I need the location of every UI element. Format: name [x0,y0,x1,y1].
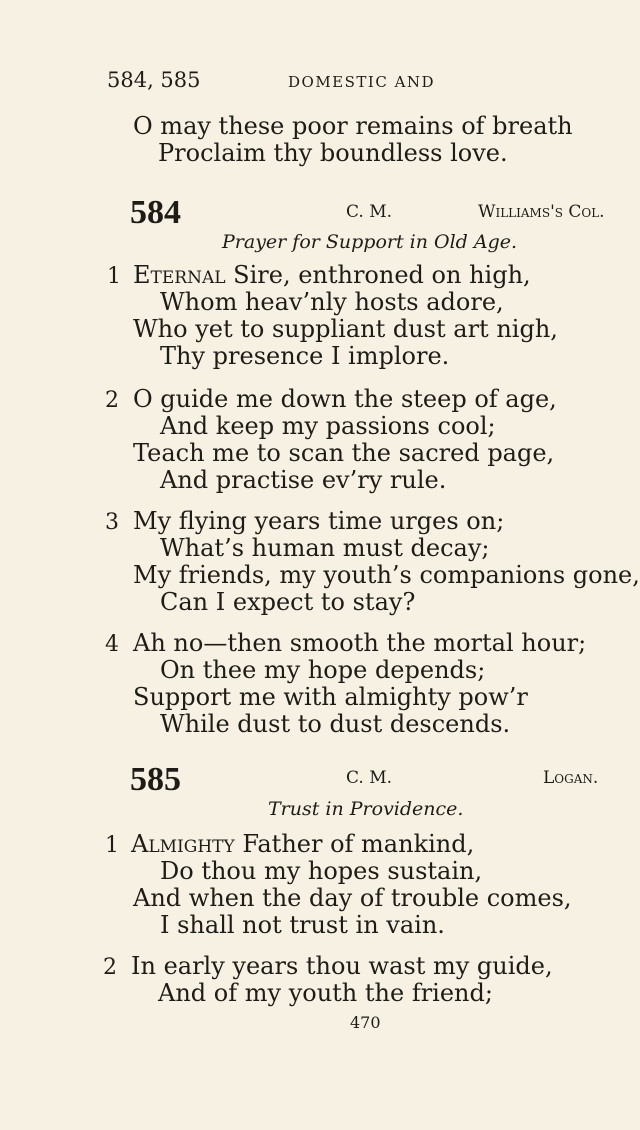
verse-number: 1 [105,833,119,858]
verse-line: Can I expect to stay? [160,588,416,616]
verse-line: While dust to dust descends. [160,710,511,738]
verse-number: 4 [105,632,119,657]
verse-line: Who yet to suppliant dust art nigh, [133,315,558,343]
continuation-line-2: Proclaim thy boundless love. [158,139,508,167]
verse-number: 1 [107,264,121,289]
verse-line: And of my youth the friend; [158,979,493,1007]
verse-line: I shall not trust in vain. [160,911,445,939]
hymn-584-meter: C. M. [346,202,393,222]
verse-line: And keep my passions cool; [160,412,496,440]
verse-line: Thy presence I implore. [160,342,450,370]
header-title: DOMESTIC AND [288,73,436,91]
verse-line: On thee my hope depends; [160,656,486,684]
hymn-584-tune: Williams's Col. [478,202,605,222]
verse-line: Teach me to scan the sacred page, [133,439,555,467]
verse-line: And practise ev’ry rule. [160,466,447,494]
verse-line: My flying years time urges on; [133,507,505,535]
hymn-585-subtitle: Trust in Providence. [268,798,464,820]
verse-line: O guide me down the steep of age, [133,385,557,413]
hymn-585-meter: C. M. [346,768,393,788]
verse-number: 2 [105,388,119,413]
verse-line-rest: Sire, enthroned on high, [225,261,531,289]
verse-first-word: Almighty [131,830,235,858]
verse-line: Ah no—then smooth the mortal hour; [133,629,587,657]
verse-number: 3 [105,510,119,535]
verse-line: My friends, my youth’s companions gone, [133,561,640,589]
header-page-numbers: 584, 585 [107,68,201,92]
verse-line [133,261,531,289]
hymn-585-number: 585 [130,761,181,798]
verse-line-rest: Father of mankind, [234,830,475,858]
verse-line [131,830,474,858]
verse-number: 2 [103,955,117,980]
page-number: 470 [350,1013,381,1032]
continuation-line-1: O may these poor remains of breath [133,112,573,140]
verse-line: Do thou my hopes sustain, [160,857,483,885]
hymn-585-tune: Logan. [543,768,599,788]
verse-line: Support me with almighty pow’r [133,683,528,711]
verse-line: In early years thou wast my guide, [131,952,553,980]
verse-line: Whom heav’nly hosts adore, [160,288,504,316]
verse-line: And when the day of trouble comes, [133,884,572,912]
verse-first-word: Eternal [133,261,226,289]
hymn-584-number: 584 [130,194,181,231]
verse-line: What’s human must decay; [160,534,490,562]
hymn-584-subtitle: Prayer for Support in Old Age. [222,231,518,253]
